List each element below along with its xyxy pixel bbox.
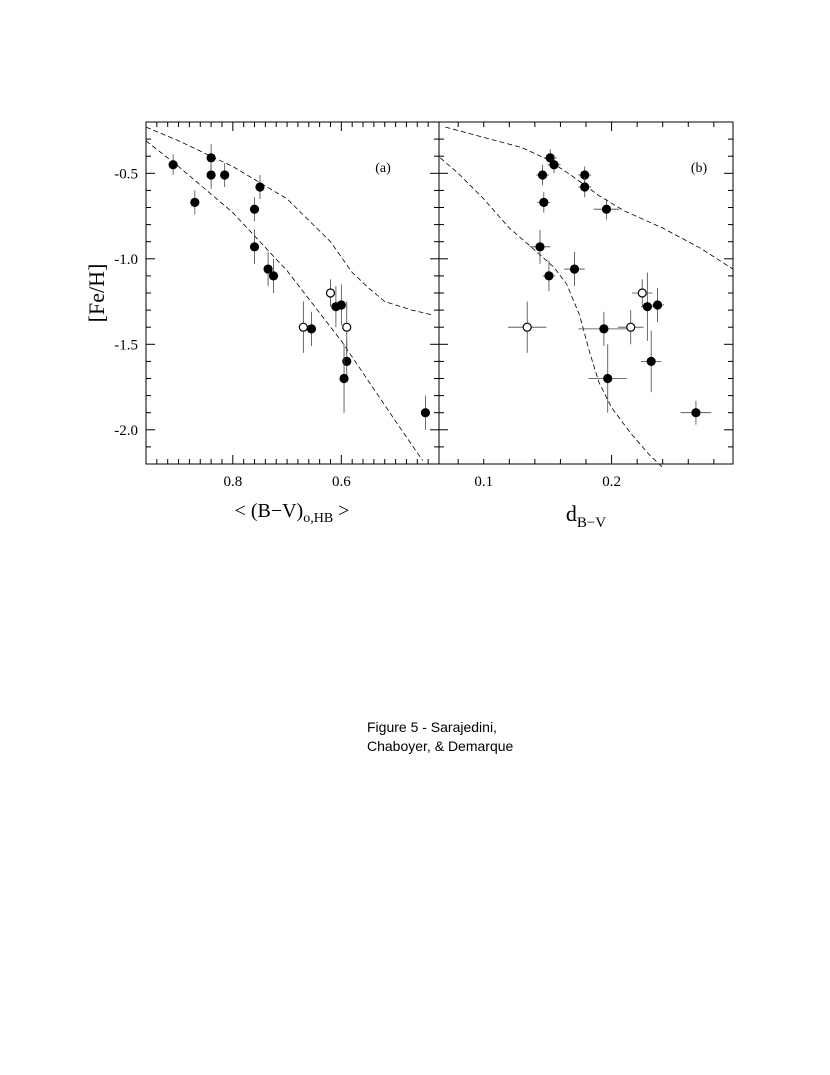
panel-a-filled-point xyxy=(250,205,259,214)
panel-a-filled-point xyxy=(207,170,216,179)
panel-a-label: (a) xyxy=(375,161,391,176)
panel-b-filled-point xyxy=(602,205,611,214)
panel-a-x-axis-label-main: < (B−V) xyxy=(234,500,304,522)
panel-a-model-curve-1 xyxy=(146,127,434,315)
panel-a-filled-point xyxy=(307,324,316,333)
panel-a-ticks xyxy=(114,122,439,490)
panel-a-filled-point xyxy=(190,198,199,207)
panel-a-filled-point xyxy=(421,408,430,417)
panel-b-filled-point xyxy=(599,324,608,333)
panel-b-model-curve-1 xyxy=(445,127,733,269)
panel-a-open-point xyxy=(326,289,334,297)
panel-a-filled-point xyxy=(337,300,346,309)
panel-b-filled-point xyxy=(570,264,579,273)
panel-b-open-point xyxy=(627,323,635,331)
panel-b-x-axis-label-subscript: B−V xyxy=(576,515,607,531)
panel-a-model-curves xyxy=(146,127,434,461)
panel-b-filled-point xyxy=(643,302,652,311)
panel-b xyxy=(439,122,733,531)
panel-b-filled-point xyxy=(647,357,656,366)
figure-caption-line-2: Chaboyer, & Demarque xyxy=(367,738,514,754)
figure-caption-line-1: Figure 5 - Sarajedini, xyxy=(367,719,497,735)
panel-b-label: (b) xyxy=(690,161,708,176)
y-tick-label: -1.5 xyxy=(114,337,138,354)
panel-a-filled-point xyxy=(339,374,348,383)
panel-b-x-axis-label-main: d xyxy=(565,501,577,526)
panel-a-filled-point xyxy=(220,170,229,179)
panel-b-filled-point xyxy=(580,182,589,191)
panel-a-x-tick-label: 0.6 xyxy=(331,474,351,490)
panel-b-open-point xyxy=(638,289,646,297)
panel-b-model-curve-2 xyxy=(440,158,662,468)
panel-b-filled-point xyxy=(535,242,544,251)
panel-b-filled-point xyxy=(691,408,700,417)
panel-b-filled-point xyxy=(653,300,662,309)
panel-a xyxy=(84,122,439,526)
panel-a-x-axis-label-end: > xyxy=(333,500,350,522)
y-tick-label: -0.5 xyxy=(114,166,138,183)
panel-a-x-axis-label xyxy=(235,500,350,526)
figure-caption xyxy=(367,718,513,756)
y-tick-label: -2.0 xyxy=(114,422,138,439)
panel-b-filled-point xyxy=(539,198,548,207)
panel-a-filled-point xyxy=(255,182,264,191)
panel-b-filled-point xyxy=(549,160,558,169)
panel-a-filled-point xyxy=(269,271,278,280)
panel-b-open-point xyxy=(523,323,531,331)
panel-a-x-axis-label-subscript: o,HB xyxy=(303,511,334,526)
panel-a-open-point xyxy=(299,323,307,331)
panel-b-filled-point xyxy=(603,374,612,383)
panel-b-x-axis-label xyxy=(566,501,606,531)
panel-a-filled-point xyxy=(169,160,178,169)
y-axis-label: [Fe/H] xyxy=(84,263,109,323)
panel-a-frame xyxy=(146,122,439,464)
y-tick-label: -1.0 xyxy=(114,251,138,268)
panel-b-data-points xyxy=(508,149,711,424)
panel-b-filled-point xyxy=(538,170,547,179)
panel-b-filled-point xyxy=(544,271,553,280)
panel-b-x-tick-label: 0.2 xyxy=(602,474,621,490)
panel-a-filled-point xyxy=(250,242,259,251)
panel-a-open-point xyxy=(343,323,351,331)
panel-a-filled-point xyxy=(207,153,216,162)
panel-a-x-tick-label: 0.8 xyxy=(223,474,243,490)
panel-b-x-tick-label: 0.1 xyxy=(474,474,494,490)
panel-a-model-curve-2 xyxy=(146,141,423,461)
panel-a-filled-point xyxy=(342,357,351,366)
